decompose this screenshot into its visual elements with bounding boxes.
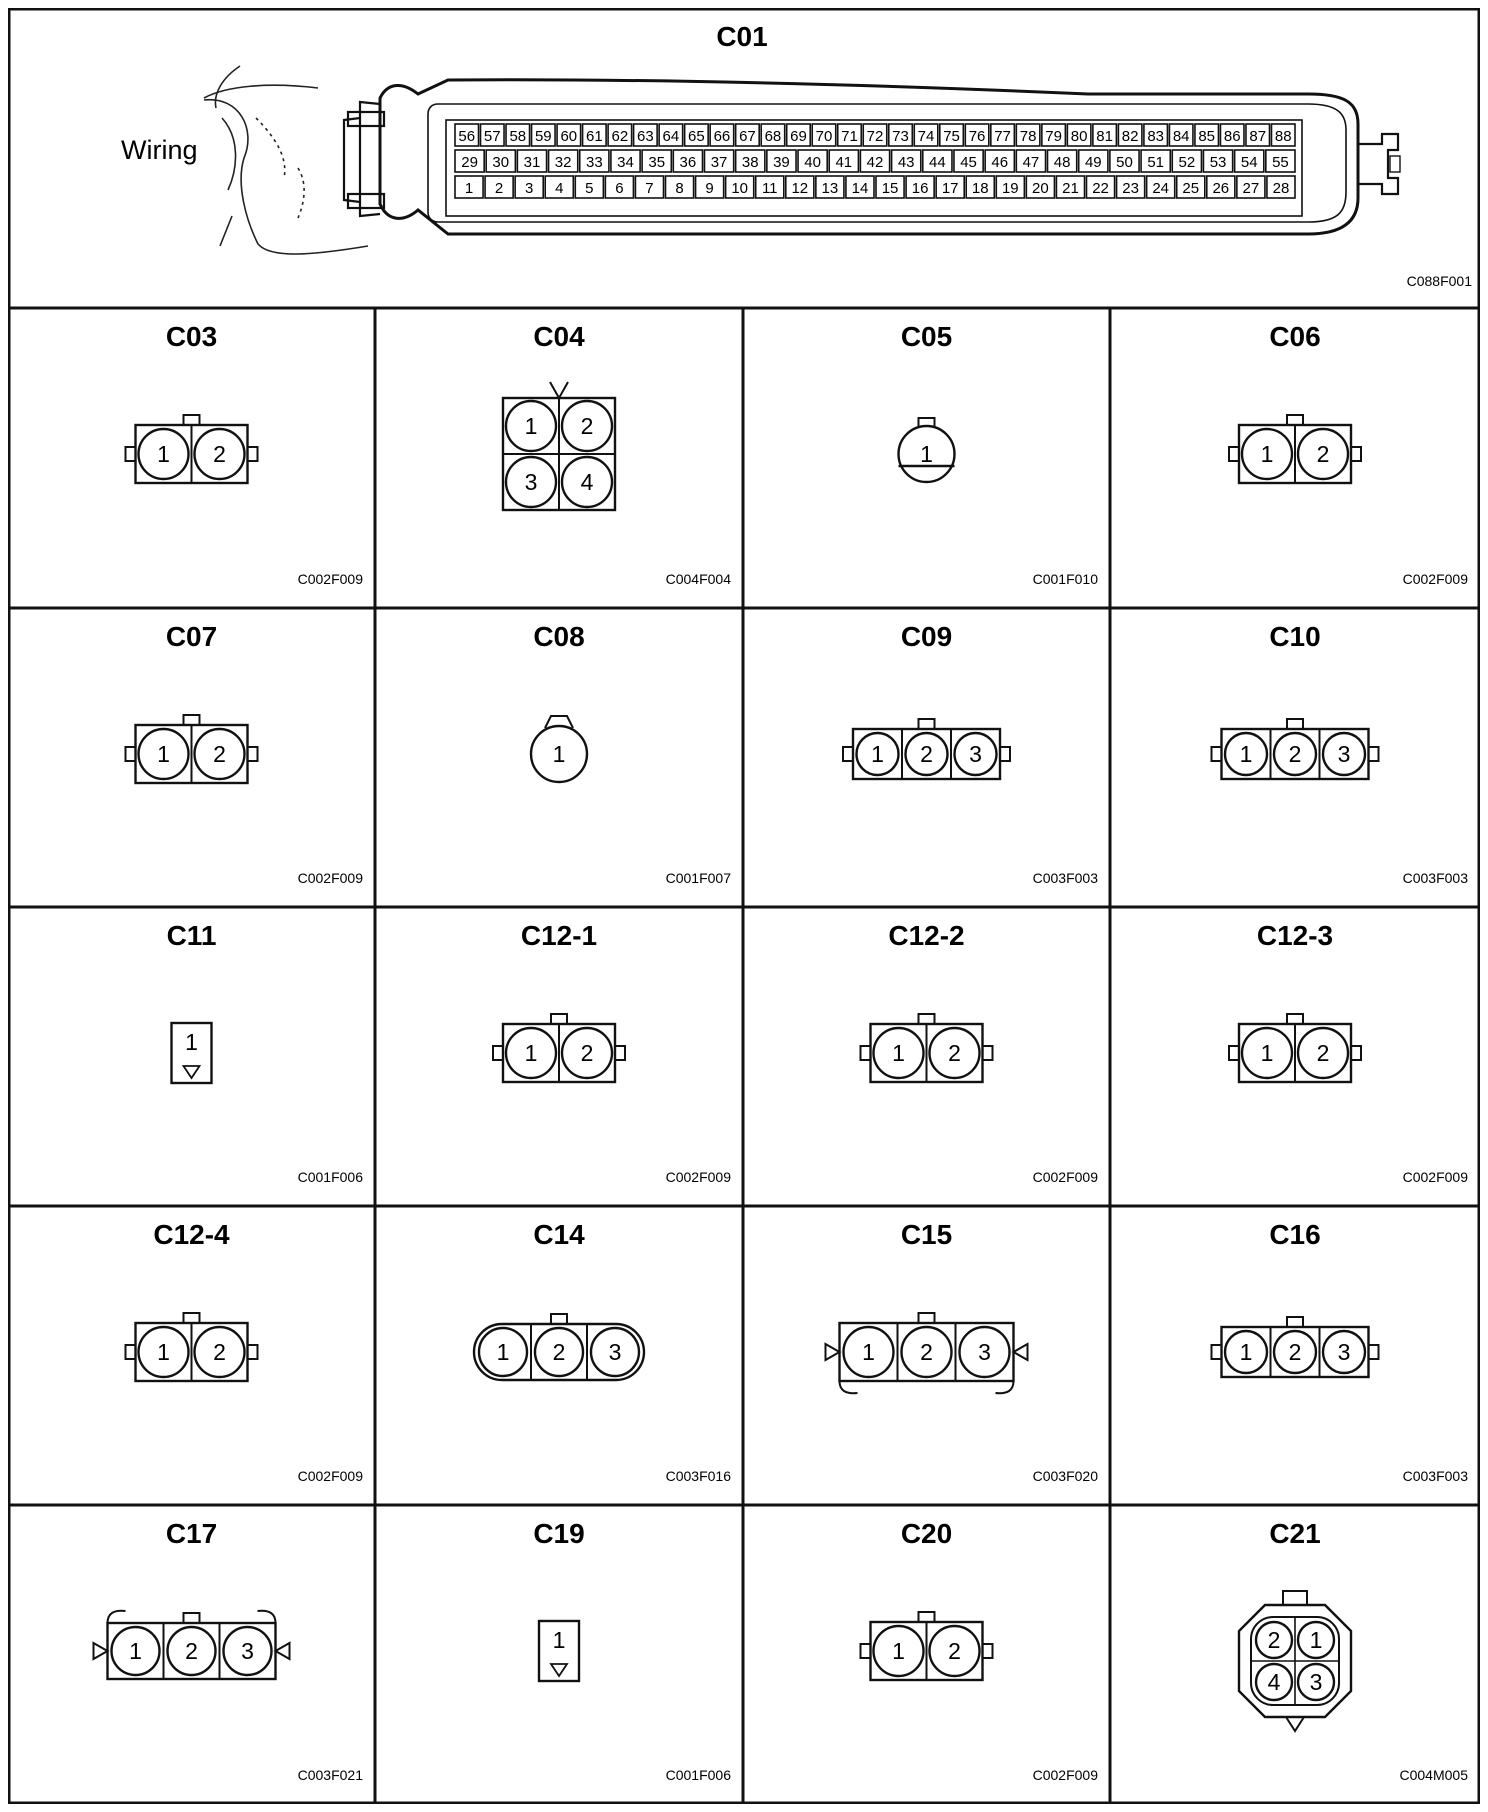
latch-tab <box>1000 747 1010 761</box>
c01-pin-label: 51 <box>1147 154 1165 171</box>
c01-pin-label: 63 <box>637 128 654 145</box>
c01-pin-label: 80 <box>1070 128 1088 145</box>
c01-pin-label: 16 <box>911 180 929 197</box>
c01-pin-label: 69 <box>790 128 807 145</box>
pin-label: 1 <box>157 1339 170 1365</box>
c01-pin-label: 45 <box>960 154 977 171</box>
figure-code: C002F009 <box>297 571 363 587</box>
pin-label: 2 <box>580 1040 594 1066</box>
c01-pin-label: 5 <box>585 180 594 197</box>
connector-title: C07 <box>165 621 218 652</box>
c01-pin-label: 2 <box>494 180 504 197</box>
c01-pin-label: 86 <box>1223 128 1241 145</box>
c01-code: C088F001 <box>1406 273 1472 289</box>
c01-pin-label: 14 <box>851 180 869 197</box>
connector-cell-c16 <box>1212 1219 1469 1484</box>
pin-label: 1 <box>552 1627 566 1653</box>
connector-title: C14 <box>533 1219 585 1250</box>
latch-tab <box>919 1612 935 1622</box>
latch-tab <box>1287 719 1303 729</box>
connector-cell-c20 <box>861 1518 1099 1783</box>
latch-tab <box>1351 1046 1361 1060</box>
pin-label: 1 <box>1260 1040 1274 1066</box>
pin-label: 1 <box>892 1040 905 1066</box>
c01-pin-label: 32 <box>554 154 572 171</box>
pin-label: 1 <box>524 413 538 439</box>
corner-wing <box>108 1611 126 1623</box>
c01-pin-label: 47 <box>1022 154 1040 171</box>
c01-pin-label: 10 <box>731 180 749 197</box>
c01-pin-label: 55 <box>1272 154 1289 171</box>
connector-title: C17 <box>165 1518 218 1549</box>
c01-pin-label: 87 <box>1249 128 1267 145</box>
pin-label: 1 <box>1309 1627 1323 1653</box>
c01-pin-label: 67 <box>739 128 756 145</box>
figure-code: C003F016 <box>665 1468 731 1484</box>
latch-tab <box>184 415 200 425</box>
latch-tab <box>1287 1014 1303 1024</box>
connector-cell-c12-4 <box>126 1219 364 1484</box>
c01-pin-label: 38 <box>741 154 759 171</box>
pin-label: 1 <box>552 741 566 767</box>
connector-cell-c10 <box>1212 621 1469 886</box>
connector-cell-c21 <box>1239 1518 1468 1783</box>
figure-code: C002F009 <box>665 1169 731 1185</box>
connector-cells <box>94 321 1469 1783</box>
latch-tab <box>919 719 935 729</box>
pin-label: 1 <box>871 741 884 767</box>
c01-pin-label: 34 <box>617 154 634 171</box>
figure-code: C004M005 <box>1399 1767 1468 1783</box>
latch-tab <box>126 447 136 461</box>
connector-title: C12-4 <box>153 1219 230 1250</box>
c01-pin-label: 36 <box>679 154 697 171</box>
c01-pin-label: 56 <box>458 128 476 145</box>
c01-pin-label: 30 <box>492 154 510 171</box>
figure-code: C003F003 <box>1032 870 1098 886</box>
connector-title: C20 <box>900 1518 953 1549</box>
c01-pin-label: 35 <box>648 154 666 171</box>
figure-code: C001F007 <box>665 870 731 886</box>
pin-label: 2 <box>948 1040 961 1066</box>
c01-pin-label: 62 <box>611 128 629 145</box>
pin-label: 1 <box>496 1339 510 1365</box>
latch-tab <box>551 1014 567 1024</box>
pin-label: 2 <box>1288 1339 1302 1365</box>
pin-label: 2 <box>213 441 226 467</box>
figure-code: C002F009 <box>297 870 363 886</box>
latch-tab <box>184 715 200 725</box>
latch-tab <box>1229 447 1239 461</box>
latch-tab <box>983 1046 993 1060</box>
connector-cell-c06 <box>1229 321 1468 587</box>
c01-pin-label: 3 <box>525 180 534 197</box>
latch-tab <box>919 1014 935 1024</box>
latch-tab <box>184 1613 200 1623</box>
c01-pin-label: 65 <box>688 128 705 145</box>
latch-tab <box>615 1046 625 1060</box>
connector-title: C12-1 <box>520 920 598 951</box>
pin-label: 1 <box>892 1638 905 1664</box>
pin-label: 2 <box>213 741 226 767</box>
pin-label: 2 <box>948 1638 961 1664</box>
latch-tab <box>1351 447 1361 461</box>
c01-pin-label: 77 <box>994 128 1011 145</box>
connector-cell-c11 <box>167 920 364 1185</box>
c01-pin-label: 18 <box>971 180 989 197</box>
connector-title: C16 <box>1269 1219 1321 1250</box>
c01-pin-label: 50 <box>1116 154 1133 171</box>
connector-cell-c03 <box>126 321 364 587</box>
connector-cell-c12-1 <box>493 920 731 1185</box>
c01-pin-label: 31 <box>523 154 541 171</box>
c01-pin-label: 58 <box>509 128 527 145</box>
pin-label: 3 <box>241 1638 254 1664</box>
pin-label: 2 <box>920 1339 933 1365</box>
c01-pin-label: 6 <box>615 180 624 197</box>
c01-pin-label: 82 <box>1121 128 1139 145</box>
c01-pin-label: 46 <box>991 154 1009 171</box>
connector-title: C08 <box>533 621 585 652</box>
pin-label: 1 <box>157 741 170 767</box>
pin-label: 2 <box>552 1339 566 1365</box>
pin-label: 3 <box>1337 1339 1351 1365</box>
connector-title: C10 <box>1269 621 1321 652</box>
c01-pin-label: 72 <box>866 128 884 145</box>
c01-pin-label: 12 <box>791 180 809 197</box>
c01-pin-label: 8 <box>675 180 684 197</box>
c01-pin-label: 68 <box>764 128 782 145</box>
c01-pin-label: 83 <box>1147 128 1165 145</box>
connector-title: C09 <box>900 621 953 652</box>
c01-pin-label: 41 <box>835 154 853 171</box>
connector-cell-c12-2 <box>861 920 1099 1185</box>
c01-pin-label: 13 <box>821 180 839 197</box>
connector-title: C15 <box>900 1219 953 1250</box>
c01-pin-label: 4 <box>555 180 564 197</box>
figure-code: C001F006 <box>297 1169 363 1185</box>
latch-tab <box>184 1313 200 1323</box>
pin-label: 1 <box>157 441 170 467</box>
latch-tab <box>919 1313 935 1323</box>
pin-label: 1 <box>1239 741 1253 767</box>
c01-pin-label: 26 <box>1212 180 1230 197</box>
figure-code: C002F009 <box>1032 1767 1098 1783</box>
c01-pin-label: 21 <box>1062 180 1079 197</box>
c01-pin-label: 9 <box>705 180 714 197</box>
c01-pin-label: 61 <box>585 128 603 145</box>
pin-label: 2 <box>580 413 594 439</box>
c01-pin-label: 75 <box>943 128 960 145</box>
c01-pin-grid <box>446 120 1302 216</box>
c01-pin-label: 23 <box>1122 180 1139 197</box>
c01-pin-label: 49 <box>1084 154 1102 171</box>
polarity-key <box>550 382 568 398</box>
latch-tab <box>1287 1317 1303 1327</box>
pin-label: 2 <box>920 741 933 767</box>
side-latch <box>1014 1344 1028 1360</box>
connector-title: C03 <box>165 321 218 352</box>
c01-pin-label: 37 <box>710 154 728 171</box>
wiring-label: Wiring <box>121 135 198 165</box>
latch-tab <box>126 747 136 761</box>
c01-pin-label: 64 <box>662 128 680 145</box>
connector-title: C12-3 <box>1256 920 1334 951</box>
pin-label: 2 <box>213 1339 226 1365</box>
figure-code: C003F020 <box>1032 1468 1098 1484</box>
connector-cell-c04 <box>503 321 731 587</box>
latch-tab <box>248 1345 258 1359</box>
connector-title: C05 <box>900 321 953 352</box>
latch-tab <box>1212 747 1222 761</box>
c01-pin-label: 81 <box>1096 128 1113 145</box>
connector-title: C06 <box>1269 321 1321 352</box>
connector-cell-c09 <box>843 621 1098 886</box>
c01-pin-label: 74 <box>917 128 935 145</box>
latch-tab <box>1229 1046 1239 1060</box>
connector-title: C19 <box>533 1518 585 1549</box>
c01-pin-label: 28 <box>1272 180 1290 197</box>
c01-pin-label: 24 <box>1152 180 1170 197</box>
c01-pin-label: 33 <box>585 154 603 171</box>
c01-pin-label: 43 <box>897 154 915 171</box>
pin-label: 2 <box>1316 441 1330 467</box>
pin-label: 1 <box>129 1638 142 1664</box>
connector-cell-c17 <box>94 1518 364 1783</box>
c01-pin-label: 27 <box>1242 180 1260 197</box>
figure-code: C002F009 <box>1032 1169 1098 1185</box>
pin-label: 2 <box>1267 1627 1281 1653</box>
connector-title: C11 <box>166 920 217 951</box>
latch-tab <box>248 447 258 461</box>
pin-label: 1 <box>524 1040 538 1066</box>
c01-pin-label: 71 <box>841 128 858 145</box>
c01-pin-label: 85 <box>1198 128 1216 145</box>
connector-cell-c08 <box>531 621 731 886</box>
c01-pin-label: 44 <box>929 154 946 171</box>
c01-pin-label: 1 <box>464 180 474 197</box>
c01-pin-label: 40 <box>804 154 821 171</box>
figure-code: C002F009 <box>297 1468 363 1484</box>
c01-pin-label: 60 <box>560 128 578 145</box>
pin-label: 1 <box>920 441 933 467</box>
c01-pin-label: 22 <box>1092 180 1109 197</box>
latch-tab <box>1369 1345 1379 1359</box>
latch-tab <box>983 1644 993 1658</box>
c01-pin-label: 57 <box>483 128 501 145</box>
pin-label: 3 <box>978 1339 991 1365</box>
latch-tab <box>248 747 258 761</box>
pin-label: 2 <box>185 1638 198 1664</box>
pin-label: 4 <box>580 469 594 495</box>
c01-pin-label: 42 <box>866 154 884 171</box>
figure-code: C003F003 <box>1402 870 1468 886</box>
figure-code: C002F009 <box>1402 571 1468 587</box>
side-latch <box>94 1643 108 1659</box>
c01-pin-label: 19 <box>1001 180 1019 197</box>
latch-tab <box>1369 747 1379 761</box>
c01-pin-label: 84 <box>1172 128 1190 145</box>
connector-title: C12-2 <box>888 920 965 951</box>
polarity-key <box>1286 1717 1304 1731</box>
c01-pin-label: 20 <box>1032 180 1049 197</box>
pin-label: 3 <box>608 1339 622 1365</box>
c01-pin-label: 52 <box>1178 154 1196 171</box>
side-latch <box>826 1344 840 1360</box>
pin-label: 3 <box>1337 741 1351 767</box>
connector-cell-c15 <box>826 1219 1099 1484</box>
side-latch <box>276 1643 290 1659</box>
connector-title: C21 <box>1269 1518 1321 1549</box>
c01-title: C01 <box>716 21 768 52</box>
latch-tab <box>861 1046 871 1060</box>
figure-code: C004F004 <box>665 571 731 587</box>
c01-pin-label: 66 <box>713 128 731 145</box>
c01-pin-label: 70 <box>815 128 833 145</box>
figure-code: C002F009 <box>1402 1169 1468 1185</box>
c01-panel <box>121 21 1472 289</box>
c01-pin-label: 54 <box>1240 154 1258 171</box>
connector-cell-c07 <box>126 621 364 886</box>
c01-pin-label: 39 <box>773 154 790 171</box>
latch-tab <box>126 1345 136 1359</box>
connector-cell-c05 <box>899 321 1099 587</box>
connector-cell-c14 <box>474 1219 731 1484</box>
pin-label: 4 <box>1267 1669 1281 1695</box>
corner-wing <box>996 1381 1014 1393</box>
c01-pin-label: 59 <box>534 128 552 145</box>
figure-code: C003F021 <box>297 1767 363 1783</box>
pin-label: 1 <box>862 1339 875 1365</box>
c01-pin-label: 88 <box>1274 128 1292 145</box>
corner-wing <box>258 1611 276 1623</box>
pin-label: 1 <box>1260 441 1274 467</box>
c01-pin-label: 15 <box>881 180 899 197</box>
connector-cell-c19 <box>533 1518 731 1783</box>
c01-pin-label: 76 <box>968 128 986 145</box>
c01-pin-label: 29 <box>461 154 478 171</box>
figure-code: C003F003 <box>1402 1468 1468 1484</box>
pin-label: 3 <box>969 741 982 767</box>
pin-label: 2 <box>1316 1040 1330 1066</box>
pin-label: 2 <box>1288 741 1302 767</box>
corner-wing <box>840 1381 858 1393</box>
c01-pin-label: 73 <box>892 128 909 145</box>
c01-pin-label: 25 <box>1182 180 1200 197</box>
pin-label: 1 <box>185 1029 198 1055</box>
c01-pin-label: 53 <box>1209 154 1227 171</box>
latch-tab <box>861 1644 871 1658</box>
figure-code: C001F010 <box>1032 571 1098 587</box>
connector-diagram-sheet <box>8 8 1480 1804</box>
latch-tab <box>843 747 853 761</box>
c01-pin-label: 79 <box>1045 128 1062 145</box>
pin-label: 3 <box>524 469 538 495</box>
c01-pin-label: 7 <box>645 180 654 197</box>
c01-pin-label: 48 <box>1053 154 1071 171</box>
pin-label: 3 <box>1309 1669 1323 1695</box>
c01-pin-label: 78 <box>1019 128 1037 145</box>
figure-code: C001F006 <box>665 1767 731 1783</box>
c01-pin-label: 11 <box>761 180 778 197</box>
connector-title: C04 <box>533 321 585 352</box>
connector-cell-c12-3 <box>1229 920 1468 1185</box>
latch-tab <box>1287 415 1303 425</box>
latch-tab <box>551 1314 567 1324</box>
c01-pin-label: 17 <box>941 180 959 197</box>
latch-tab <box>1212 1345 1222 1359</box>
latch-tab <box>1283 1591 1307 1605</box>
latch-tab <box>493 1046 503 1060</box>
pin-label: 1 <box>1239 1339 1253 1365</box>
